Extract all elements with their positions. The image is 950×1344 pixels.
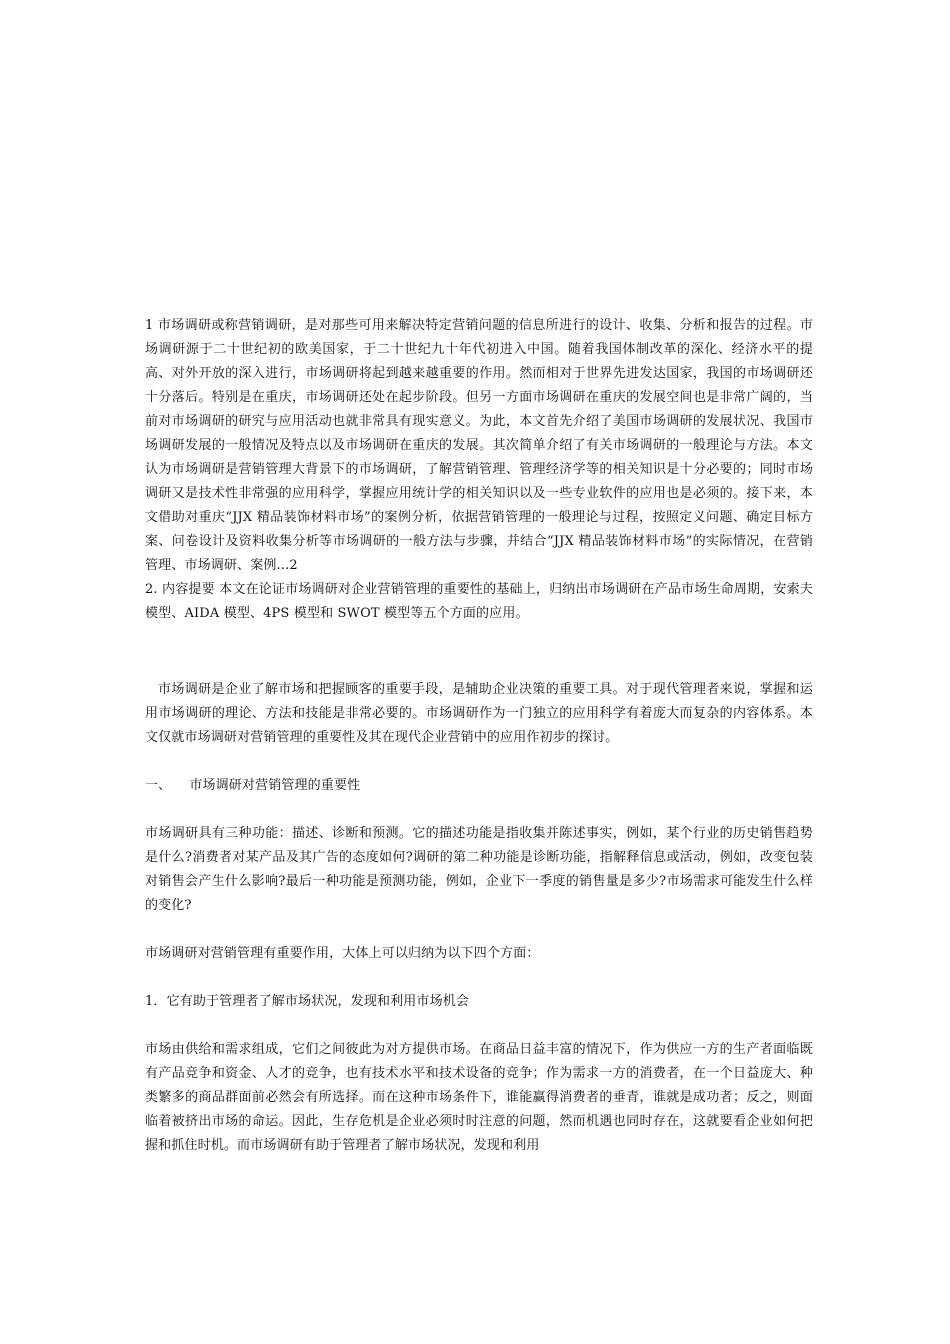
section-heading — [145, 774, 813, 798]
intro-paragraph: 市场调研是企业了解市场和把握顾客的重要手段，是辅助企业决策的重要工具。对于现代管理者来说，掌握和运用市场调研的理论、方法和技能是非常必要的。市场调研作为一门独立的应用科学有着庞大而复杂的内容体系。本文仅就市场调研对营销管理的重要性及其在现代企业营销中的应用作初步的探讨。 — [145, 682, 813, 745]
four-aspects-paragraph: 市场调研对营销管理有重要作用，大体上可以归纳为以下四个方面： — [145, 946, 540, 961]
functions-paragraph: 市场调研具有三种功能：描述、诊断和预测。它的描述功能是指收集并陈述事实，例如，某个行业的历史销售趋势是什么?消费者对某产品及其广告的态度如何?调研的第二种功能是诊断功能，指解释信息或活动，例如，改变包装对销售会产生什么影响?最后一种功能是预测功能，例如，企业下一季度的销售量是多少?市场需求可能发生什么样的变化? — [145, 826, 813, 913]
market-paragraph: 市场由供给和需求组成，它们之间彼此为对方提供市场。在商品日益丰富的情况下，作为供应一方的生产者面临既有产品竞争和资金、人才的竞争，也有技术水平和技术设备的竞争；作为需求一方的消费者，在一个日益庞大、种类繁多的商品群面前必然会有所选择。而在这种市场条件下，谁能赢得消费者的垂青，谁就是成功者；反之，则面临着被挤出市场的命运。因此，生存危机是企业必须时时注意的问题，然而机遇也同时存在，这就要看企业如何把握和抓住时机。而市场调研有助于管理者了解市场状况，发现和利用 — [145, 1042, 813, 1153]
abstract-paragraph: 1 市场调研或称营销调研，是对那些可用来解决特定营销问题的信息所进行的设计、收集、分析和报告的过程。市场调研源于二十世纪初的欧美国家，于二十世纪九十年代初进入中国。随着我国体制改革的深化、经济水平的提高、对外开放的深入进行，市场调研将起到越来越重要的作用。然而相对于世界先进发达国家，我国的市场调研还十分落后。特别是在重庆，市场调研还处在起步阶段。但另一方面市场调研在重庆的发展空间也是非常广阔的，当前对市场调研的研究与应用活动也就非常具有现实意义。为此，本文首先介绍了美国市场调研的发展状况、我国市场调研发展的一般情况及特点以及市场调研在重庆的发展。其次简单介绍了有关市场调研的一般理论与方法。本文认为市场调研是营销管理大背景下的市场调研，了解营销管理、管理经济学等的相关知识是十分必要的；同时市场调研又是技术性非常强的应用科学，掌握应用统计学的相关知识以及一些专业软件的应用也是必须的。接下来，本文借助对重庆“JJX 精品装饰材料市场”的案例分析，依据营销管理的一般理论与过程，按照定义问题、确定目标方案、问卷设计及资料收集分析等市场调研的一般方法与步骤，并结合“JJX 精品装饰材料市场”的实际情况，在营销管理、市场调研、案例...2 — [145, 318, 813, 573]
point-heading: 1．它有助于管理者了解市场状况，发现和利用市场机会 — [145, 994, 470, 1009]
summary-paragraph: 2. 内容提要 本文在论证市场调研对企业营销管理的重要性的基础上，归纳出市场调研在产品市场生命周期，安索夫模型、AIDA 模型、4PS 模型和 SWOT 模型等五个方面的应用。 — [145, 582, 813, 621]
section-number: 一、 — [145, 778, 172, 793]
document-body — [145, 314, 813, 1158]
section-title: 市场调研对营销管理的重要性 — [189, 778, 361, 793]
